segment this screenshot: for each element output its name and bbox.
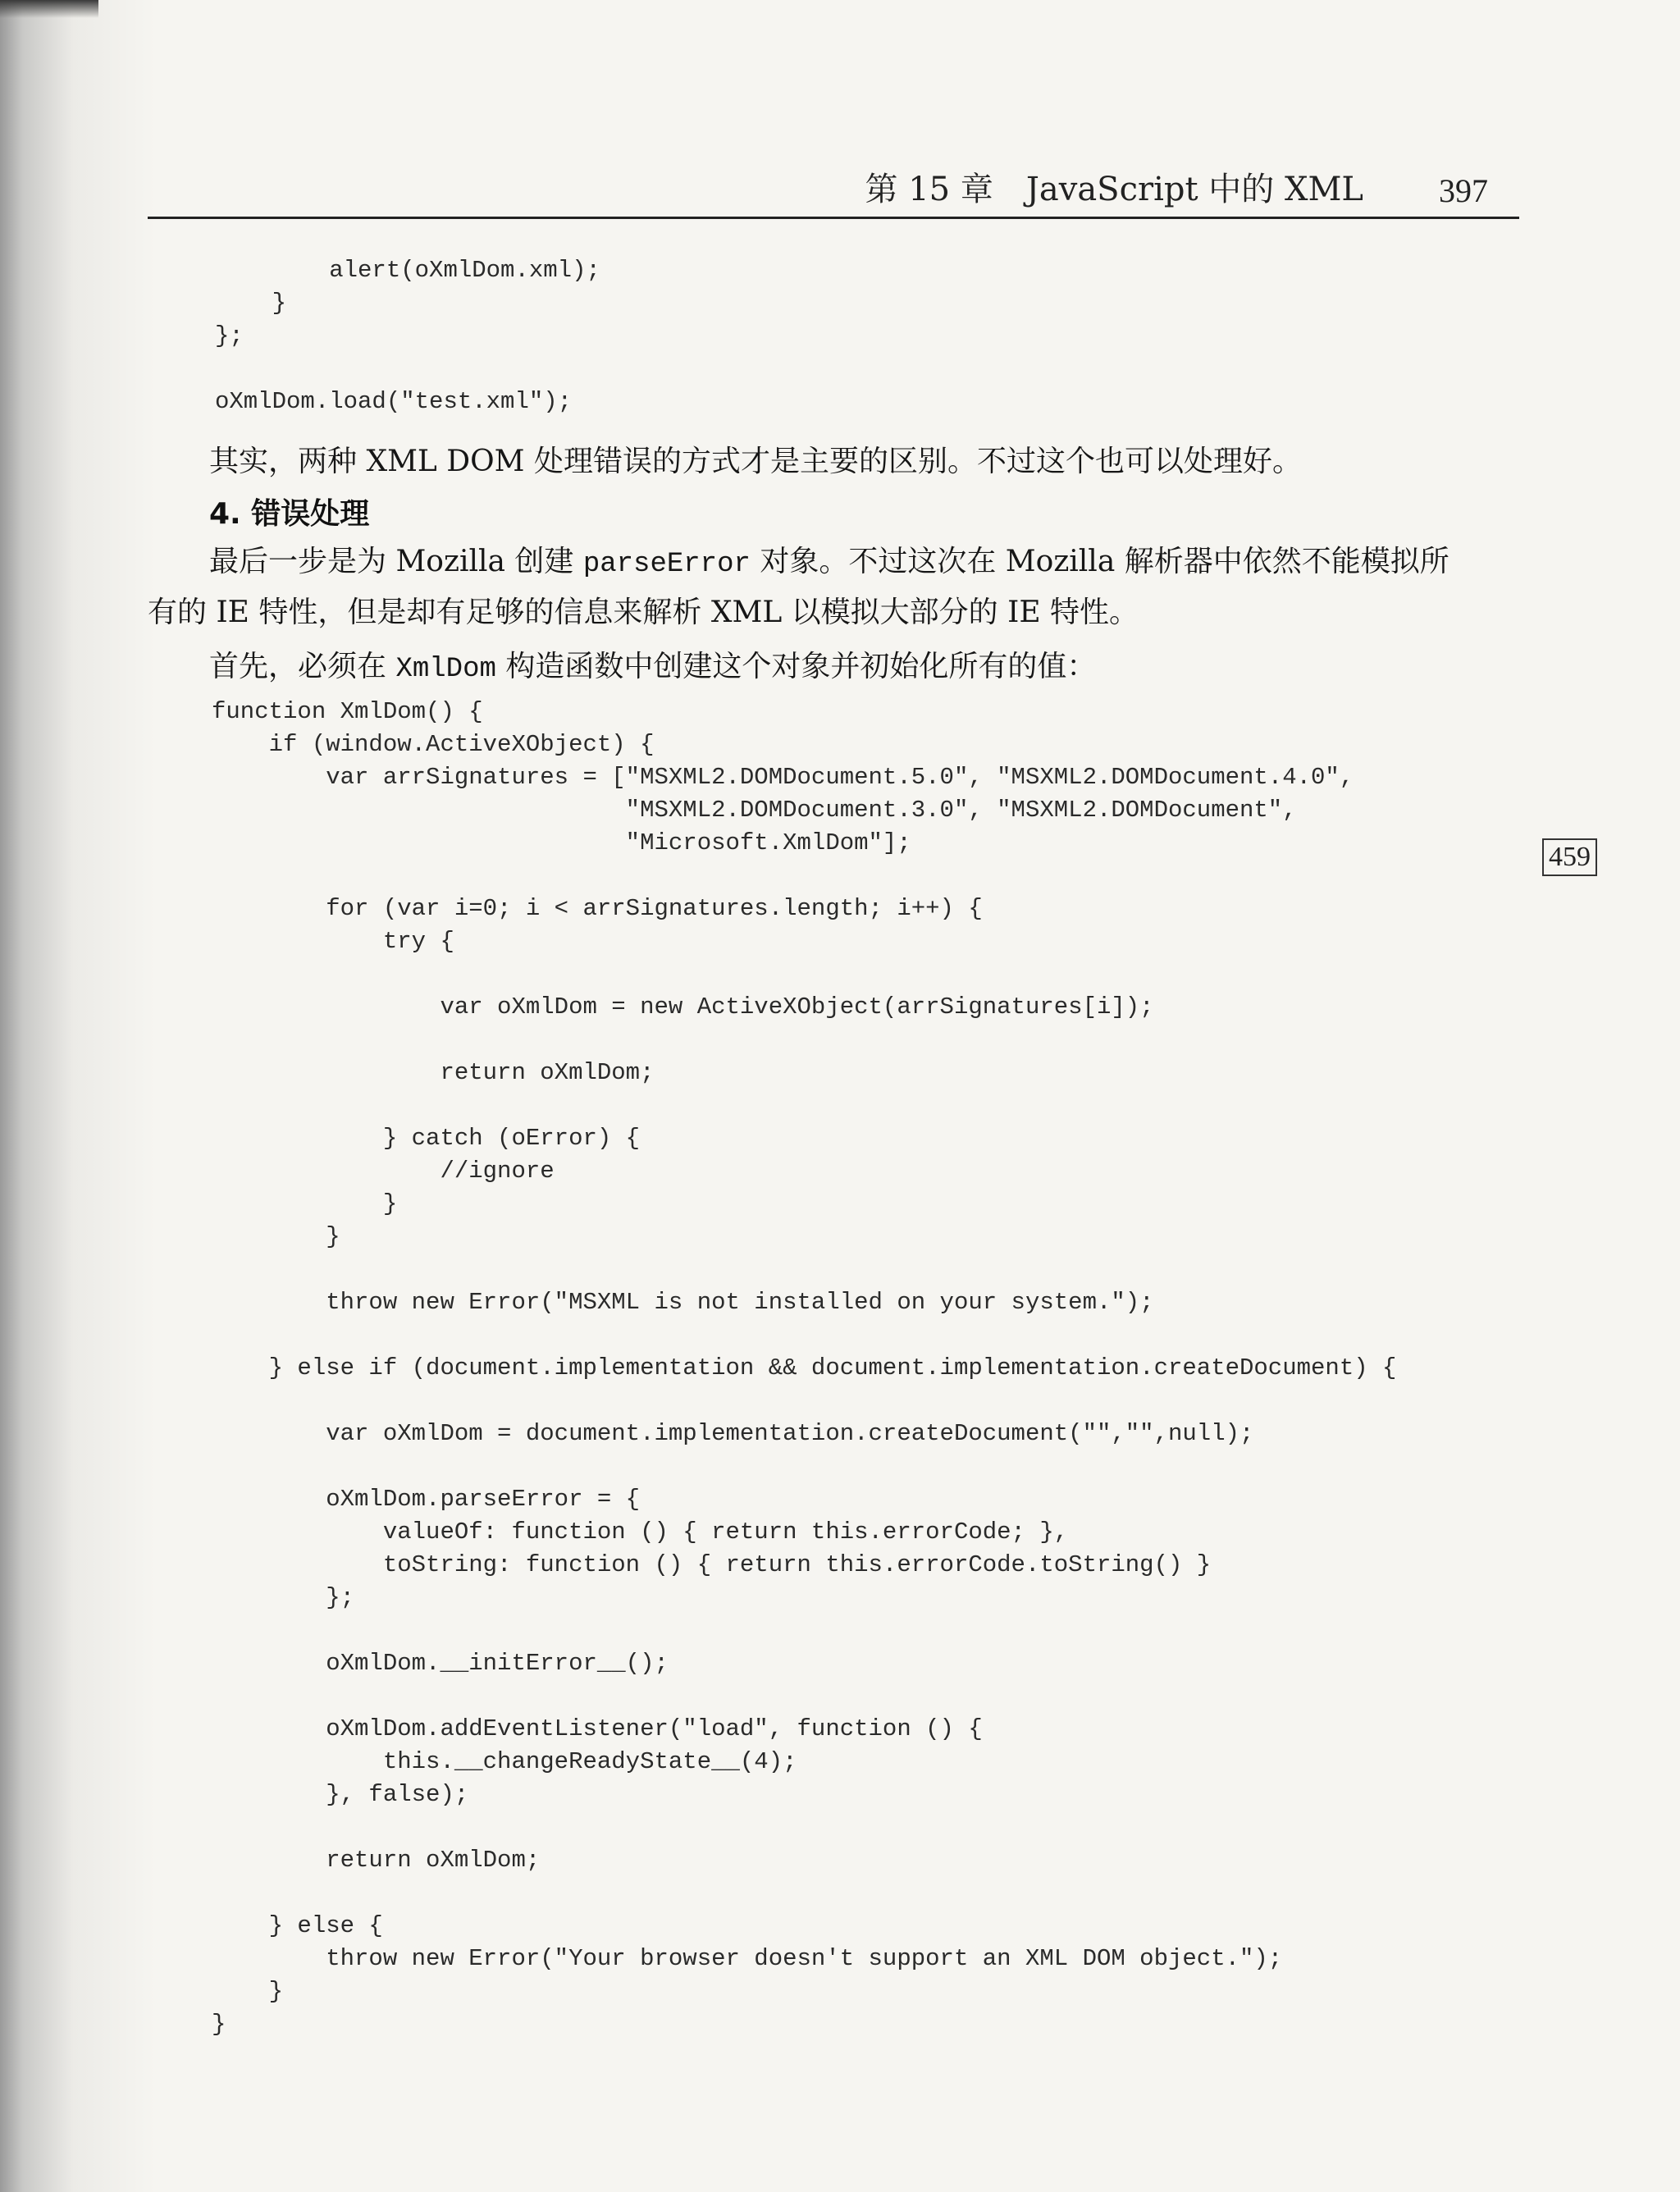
inline-code-xmldom: XmlDom [395,654,496,685]
inline-code-parseerror: parseError [582,549,751,580]
page-number: 397 [1439,172,1488,209]
para2-text-a: 最后一步是为 Mozilla 创建 [209,545,583,578]
paragraph-difference: 其实，两种 XML DOM 处理错误的方式才是主要的区别。不过这个也可以处理好。 [209,445,1302,478]
margin-page-reference: 459 [1542,838,1597,876]
code-block-top: alert(oXmlDom.xml); } }; oXmlDom.load("test.xml"); [215,257,600,415]
para3-text-b: 构造函数中创建这个对象并初始化所有的值： [495,650,1097,683]
scan-corner-shadow [0,0,98,18]
section-heading: 4. 错误处理 [209,497,370,531]
chapter-title: 第 15 章 JavaScript 中的 XML [865,171,1363,208]
para3-text-a: 首先，必须在 [209,650,396,683]
running-header [148,171,1519,219]
para2-text-b: 对象。不过这次在 Mozilla 解析器中依然不能模拟所 [750,545,1449,578]
paragraph-constructor [209,646,1096,690]
paragraph-parseerror-line2: 有的 IE 特性，但是却有足够的信息来解析 XML 以模拟大部分的 IE 特性。 [148,596,1139,629]
paragraph-parseerror-line1 [209,541,1449,585]
code-block-xmldom: function XmlDom() { if (window.ActiveXObject) { var arrSignatures = ["MSXML2.DOMDocument.5.0", "MSXML2.DOMDocument.4.0", "MSXML2.DOMDocument.3.0", "MSXML2.DOMDocument", "Microsoft.XmlDom"]; for (var i=0; i < arrSignatures.length; i++) { try { var oXmlDom = new ActiveXObject(arrSignatures[i]); return oXmlDom; } catch (oError) { //ignore } } throw new Error("MSXML is not installed on your system."); } else if (document.implementation && document.implementation.createDocument) { var oXmlDom = document.implementation.createDocument("","",null); oXmlDom.parseError = { valueOf: function () { return this.errorCode; }, toString: function () { return this.errorCode.toString() } }; oXmlDom.__initError__(); oXmlDom.addEventListener("load", function () { this.__changeReadyState__(4); }, false); return oXmlDom; } else { throw new Error("Your browser doesn't support an XML DOM object."); } } [212,698,1397,2038]
